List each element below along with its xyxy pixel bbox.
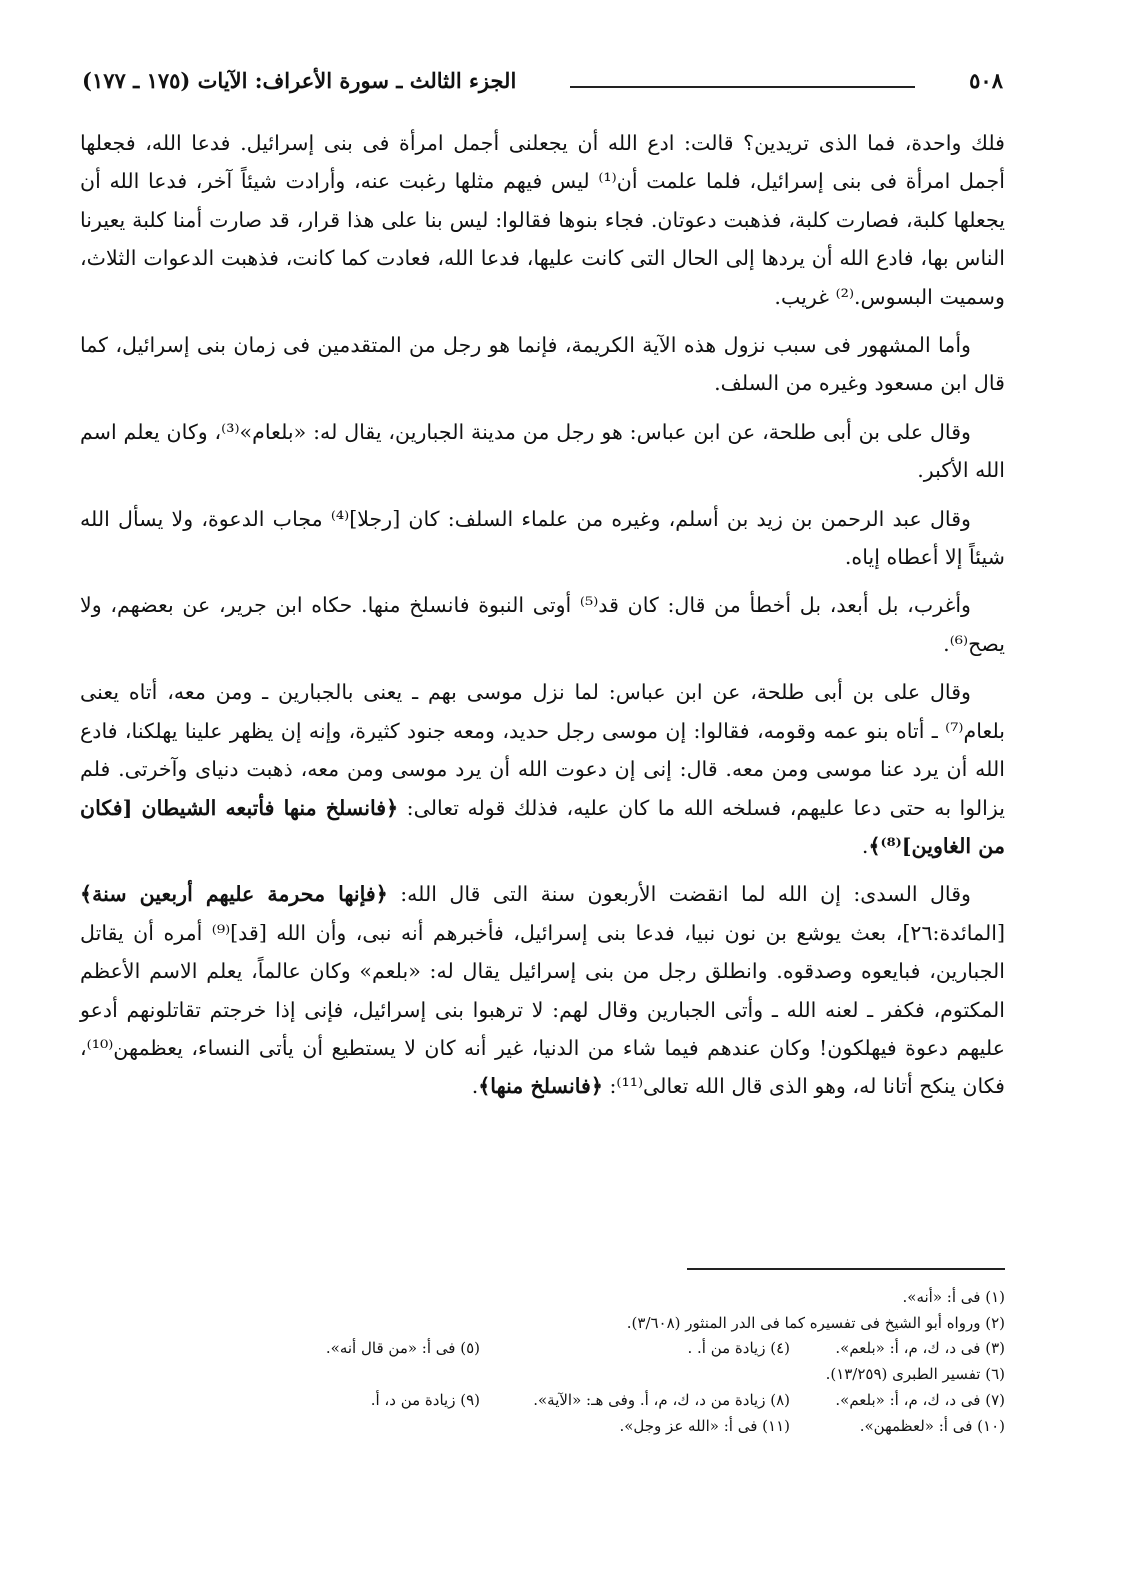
footnote-row: [80, 1388, 1005, 1414]
paragraph: وأغرب، بل أبعد، بل أخطأ من قال: كان قد⁽⁵⁾ أوتى النبوة فانسلخ منها. حكاه ابن جرير، عن بعضهم، ولا يصح⁽⁶⁾.: [80, 593, 1005, 656]
footnote: (٢) ورواه أبو الشيخ فى تفسيره كما فى الدر المنثور (٣/٦٠٨).: [626, 1313, 1005, 1332]
paragraph: فلك واحدة، فما الذى تريدين؟ قالت: ادع الله أن يجعلنى أجمل امرأة فى بنى إسرائيل. فدعا الله، فجعلها أجمل امرأة فى بنى إسرائيل، فلما علمت أن⁽¹⁾ ليس فيهم مثلها رغبت عنه، وأرادت شيئاً آخر، فدعا الله أن يجعلها كلبة، فصارت كلبة، فذهبت دعوتان. فجاء بنوها فقالوا: ليس بنا على هذا قرار، قد صارت أمنا كلبة يعيرنا الناس بها، فادع الله أن يردها إلى الحال التى كانت عليها، فدعا الله، فعادت كما كانت، فذهبت الدعوات الثلاث، وسميت البسوس.⁽²⁾ غريب.: [80, 131, 1005, 309]
quran-verse: ﴿فانسلخ منها فأتبعه الشيطان [فكان من الغاوين]⁽⁸⁾﴾: [80, 795, 1005, 858]
running-header: [80, 68, 1005, 102]
footnote: (٨) زيادة من د، ك، م، أ. وفى هـ: «الآية».: [533, 1390, 790, 1409]
footnote: (١) فى أ: «أنه».: [902, 1288, 1005, 1306]
footnote-row: [80, 1285, 1005, 1311]
paragraph: وقال على بن أبى طلحة، عن ابن عباس: لما نزل موسى بهم ـ يعنى بالجبارين ـ ومن معه، أتاه يعنى بلعام⁽⁷⁾ ـ أتاه بنو عمه وقومه، فقالوا: إن موسى رجل حديد، ومعه جنود كثيرة، وإنه إن يظهر علينا يهلكنا، فادع الله أن يرد عنا موسى ومن معه. قال: إنى إن دعوت الله أن يرد موسى ومن معه، ذهبت دنياى وآخرتى. فلم يزالوا به حتى دعا عليهم، فسلخه الله ما كان عليه، فذلك قوله تعالى: ﴿فانسلخ منها فأتبعه الشيطان [فكان من الغاوين]⁽⁸⁾﴾.: [80, 680, 1005, 858]
footnote: (١٠) فى أ: «لعظمهن».: [859, 1416, 1005, 1435]
footnote-rule: [687, 1268, 1005, 1270]
footnote: (٧) فى د، ك، م، أ: «بلعم».: [835, 1390, 1005, 1409]
footnote: (٥) فى أ: «من قال أنه».: [325, 1339, 480, 1358]
footnote: (٩) زيادة من د، أ.: [370, 1390, 480, 1409]
footnote: (٣) فى د، ك، م، أ: «بلعم».: [835, 1339, 1005, 1358]
paragraph: وقال على بن أبى طلحة، عن ابن عباس: هو رجل من مدينة الجبارين، يقال له: «بلعام»⁽³⁾، وكان يعلم اسم الله الأكبر.: [80, 419, 1005, 483]
footnotes: [80, 1285, 1005, 1439]
footnote-row: [80, 1362, 1005, 1388]
quran-verse: ﴿فانسلخ منها﴾: [478, 1074, 603, 1099]
header-rule: [570, 86, 915, 88]
paragraph: وأما المشهور فى سبب نزول هذه الآية الكريمة، فإنما هو رجل من المتقدمين فى زمان بنى إسرائيل، كما قال ابن مسعود وغيره من السلف.: [80, 333, 1005, 396]
footnote-row: [80, 1336, 1005, 1362]
book-page: [80, 0, 1005, 1588]
footnote: (٤) زيادة من أ. .: [687, 1339, 790, 1358]
page-number: ٥٠٨: [969, 68, 1003, 93]
footnote-row: [80, 1414, 1005, 1440]
paragraph: وقال عبد الرحمن بن زيد بن أسلم، وغيره من علماء السلف: كان [رجلا]⁽⁴⁾ مجاب الدعوة، ولا يسأل الله شيئاً إلا أعطاه إياه.: [80, 506, 1005, 570]
footnote: (٦) تفسير الطبرى (١٣/٢٥٩).: [825, 1365, 1005, 1384]
main-text: [80, 124, 1005, 1116]
footnote-row: [80, 1311, 1005, 1337]
running-title: الجزء الثالث ـ سورة الأعراف: الآيات (١٧٥ ـ ١٧٧): [82, 68, 517, 93]
footnote: (١١) فى أ: «الله عز وجل».: [619, 1416, 790, 1435]
paragraph: وقال السدى: إن الله لما انقضت الأربعون سنة التى قال الله: ﴿فإنها محرمة عليهم أربعين سنة﴾ [المائدة:٢٦]، بعث يوشع بن نون نبيا، فدعا بنى إسرائيل، فأخبرهم أنه نبى، وأن الله [قد]⁽⁹⁾ أمره أن يقاتل الجبارين، فبايعوه وصدقوه. وانطلق رجل من بنى إسرائيل يقال له: «بلعم» وكان عالماً، يعلم الاسم الأعظم المكتوم، فكفر ـ لعنه الله ـ وأتى الجبارين وقال لهم: لا ترهبوا بنى إسرائيل، فإنى إذا خرجتم تقاتلونهم أدعو عليهم دعوة فيهلكون! وكان عندهم فيما شاء من الدنيا، غير أنه كان لا يستطيع أن يأتى النساء، يعظمهن⁽¹⁰⁾، فكان ينكح أتانا له، وهو الذى قال الله تعالى⁽¹¹⁾: ﴿فانسلخ منها﴾.: [80, 882, 1005, 1099]
quran-verse: ﴿فإنها محرمة عليهم أربعين سنة﴾: [80, 882, 388, 907]
